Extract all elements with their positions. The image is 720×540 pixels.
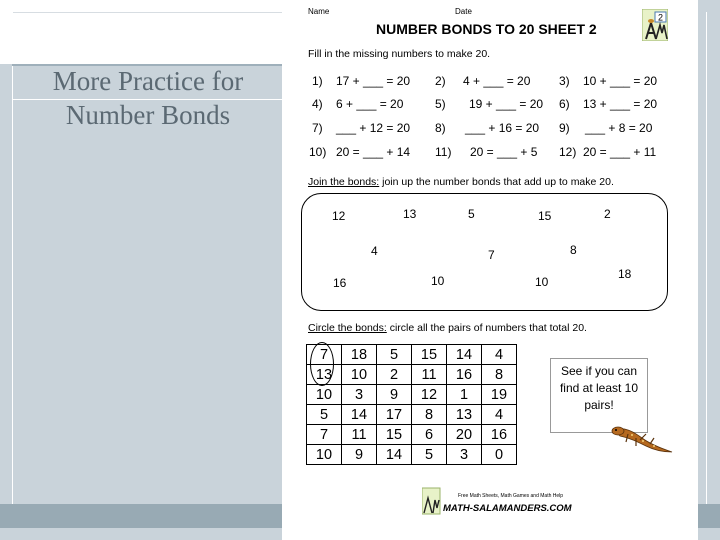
problem-equation: 20 = ___ + 14	[336, 145, 411, 159]
problem-number: 11)	[435, 145, 452, 159]
section2-instruction	[308, 176, 614, 188]
grid-cell: 13	[307, 365, 342, 385]
bond-number: 10	[431, 274, 445, 288]
grid-cell: 10	[307, 445, 342, 465]
problem-number: 3)	[559, 74, 570, 88]
salamander-icon	[610, 418, 680, 458]
problem-equation: 20 = ___ + 11	[583, 145, 657, 159]
join-bonds-box	[301, 193, 668, 311]
bond-number: 18	[618, 267, 632, 281]
slide-title-line1: More Practice for	[52, 66, 244, 96]
slide-frame-vertical-right	[706, 12, 707, 528]
grid-cell: 1	[447, 385, 482, 405]
grid-cell: 10	[307, 385, 342, 405]
section2-heading: Join the bonds:	[308, 176, 380, 188]
problem-number: 1)	[312, 74, 323, 88]
number-grid	[306, 344, 517, 465]
note-line: find at least 10	[559, 381, 639, 395]
worksheet-image	[282, 0, 698, 540]
section3-instruction	[308, 322, 587, 334]
salamander-logo-icon	[642, 9, 668, 41]
grid-row	[307, 405, 517, 425]
problem-number: 6)	[559, 97, 570, 111]
worksheet-title: NUMBER BONDS TO 20 SHEET 2	[376, 21, 597, 37]
problem-number: 9)	[559, 121, 570, 135]
slide-title	[14, 64, 282, 132]
grid-row	[307, 385, 517, 405]
grid-cell: 10	[342, 365, 377, 385]
slide-frame-line	[12, 12, 282, 13]
grid-cell: 19	[482, 385, 517, 405]
problem-equation: 4 + ___ = 20	[463, 74, 531, 88]
problem-number: 7)	[312, 121, 323, 135]
slide-title-line2: Number Bonds	[65, 100, 231, 130]
grid-cell: 11	[342, 425, 377, 445]
problem-equation: 10 + ___ = 20	[583, 74, 658, 88]
grid-cell: 9	[377, 385, 412, 405]
problem-number: 4)	[312, 97, 323, 111]
date-label: Date	[455, 7, 472, 16]
grid-cell: 20	[447, 425, 482, 445]
bond-number: 7	[488, 248, 495, 262]
grid-cell: 7	[307, 345, 342, 365]
grid-cell: 5	[307, 405, 342, 425]
section3-heading: Circle the bonds:	[308, 322, 387, 334]
grid-cell: 9	[342, 445, 377, 465]
slide-right-strip	[698, 0, 720, 540]
section1-instruction: Fill in the missing numbers to make 20.	[308, 48, 491, 60]
example-circle	[310, 342, 334, 386]
grid-cell: 7	[307, 425, 342, 445]
bond-number: 16	[333, 276, 347, 290]
grid-row	[307, 365, 517, 385]
grid-cell: 8	[482, 365, 517, 385]
problem-number: 8)	[435, 121, 446, 135]
problem-number: 12)	[559, 145, 577, 159]
problem-equation: ___ + 12 = 20	[336, 121, 411, 135]
bond-number: 15	[538, 209, 552, 223]
grid-cell: 16	[447, 365, 482, 385]
grid-cell: 14	[377, 445, 412, 465]
problem-number: 5)	[435, 97, 446, 111]
grid-cell: 15	[412, 345, 447, 365]
bond-number: 10	[535, 275, 549, 289]
problem-equation: 17 + ___ = 20	[336, 74, 411, 88]
problem-number: 10)	[309, 145, 327, 159]
grid-cell: 15	[377, 425, 412, 445]
bond-number: 8	[570, 243, 577, 257]
bond-number: 12	[332, 209, 346, 223]
slide-frame-vertical	[12, 12, 13, 528]
grid-cell: 4	[482, 345, 517, 365]
slide-header-band	[0, 0, 282, 64]
note-line: See if you can	[560, 364, 638, 378]
grid-cell: 3	[447, 445, 482, 465]
grid-cell: 13	[447, 405, 482, 425]
grid-cell: 8	[412, 405, 447, 425]
grid-cell: 5	[412, 445, 447, 465]
grid-cell: 11	[412, 365, 447, 385]
section3-text: circle all the pairs of numbers that total 20.	[386, 322, 587, 334]
grid-cell: 14	[342, 405, 377, 425]
note-line: pairs!	[584, 398, 614, 412]
grid-cell: 0	[482, 445, 517, 465]
grid-row	[307, 445, 517, 465]
footer-tagline: Free Math Sheets, Math Games and Math Help	[458, 493, 564, 499]
name-label: Name	[308, 7, 330, 16]
problem-number: 2)	[435, 74, 446, 88]
section2-text: join up the number bonds that add up to make 20.	[379, 176, 614, 188]
problem-equation: ___ + 16 = 20	[465, 121, 540, 135]
problem-equation: ___ + 8 = 20	[585, 121, 653, 135]
logo-number: 2	[657, 12, 664, 23]
grid-cell: 14	[447, 345, 482, 365]
bond-number: 5	[468, 207, 475, 221]
bond-number: 2	[604, 207, 611, 221]
problem-equation: 6 + ___ = 20	[336, 97, 404, 111]
math-salamanders-footer-logo	[422, 486, 582, 516]
problem-equation: 20 = ___ + 5	[470, 145, 538, 159]
footer-brand: MATH-SALAMANDERS.COM	[443, 503, 572, 514]
grid-cell: 5	[377, 345, 412, 365]
grid-cell: 17	[377, 405, 412, 425]
bond-number: 4	[371, 244, 378, 258]
problem-equation: 19 + ___ = 20	[469, 97, 544, 111]
grid-cell: 6	[412, 425, 447, 445]
problem-equation: 13 + ___ = 20	[583, 97, 658, 111]
grid-cell: 2	[377, 365, 412, 385]
grid-row	[307, 425, 517, 445]
grid-cell: 4	[482, 405, 517, 425]
grid-cell: 12	[412, 385, 447, 405]
grid-row	[307, 345, 517, 365]
grid-cell: 18	[342, 345, 377, 365]
bond-number: 13	[403, 207, 417, 221]
grid-cell: 16	[482, 425, 517, 445]
grid-cell: 3	[342, 385, 377, 405]
